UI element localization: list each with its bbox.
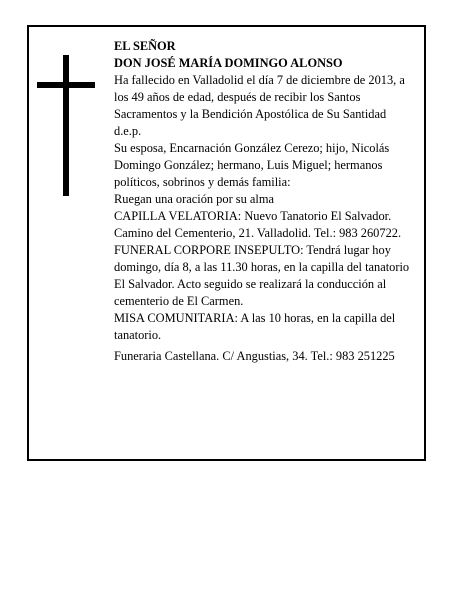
cross-vertical-bar: [63, 55, 69, 196]
notice-mass: MISA COMUNITARIA: A las 10 horas, en la capilla del tanatorio.: [114, 311, 396, 342]
notice-death-announcement: Ha fallecido en Valladolid el día 7 de diciembre de 2013, a los 49 años de edad, después de recibir los Santos Sacramentos y la Bendición Apostólica de Su Santidad: [114, 73, 405, 121]
notice-family: Su esposa, Encarnación González Cerezo; hijo, Nicolás Domingo González; hermano, Luis Miguel; hermanos políticos, sobrinos y demás familia:: [114, 141, 390, 189]
notice-funeral-home: Funeraria Castellana. C/ Angustias, 34. Tel.: 983 251225: [114, 349, 395, 363]
cross-horizontal-bar: [37, 82, 95, 88]
notice-rip: d.e.p.: [114, 124, 142, 138]
notice-title-line2: DON JOSÉ MARÍA DOMINGO ALONSO: [114, 56, 343, 70]
notice-title-line1: EL SEÑOR: [114, 39, 176, 53]
notice-funeral: FUNERAL CORPORE INSEPULTO: Tendrá lugar hoy domingo, día 8, a las 11.30 horas, en la capilla del tanatorio El Salvador. Acto seguido se realizará la conducción al cementerio de El Carmen.: [114, 243, 410, 308]
notice-prayer-request: Ruegan una oración por su alma: [114, 192, 274, 206]
notice-content: [114, 38, 418, 365]
notice-wake-chapel: CAPILLA VELATORIA: Nuevo Tanatorio El Salvador. Camino del Cementerio, 21. Valladolid. Tel.: 983 260722.: [114, 209, 402, 240]
